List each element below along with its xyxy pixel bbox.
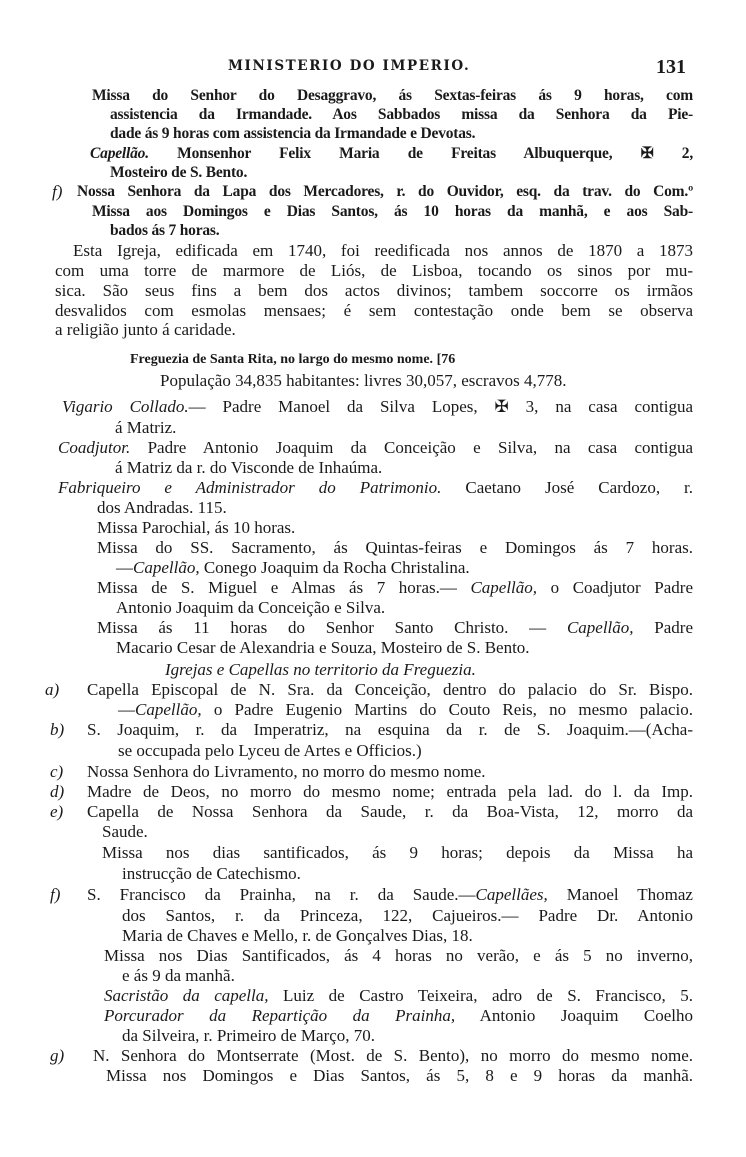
text-segment: Missa nos dias santificados, ás 9 horas; depois da Missa ha <box>102 843 693 862</box>
text-segment: o Coadjutor Padre <box>537 578 693 597</box>
text-line <box>116 598 693 617</box>
text-segment: dos Andradas. 115. <box>97 498 227 517</box>
text-line <box>58 478 693 497</box>
text-line <box>92 202 693 221</box>
text-segment: bados ás 7 horas. <box>110 222 220 239</box>
text-segment: [76 <box>433 352 456 367</box>
text-line <box>110 221 693 240</box>
text-segment: o Padre Eugenio Martins do Couto Reis, no mesmo palacio. <box>201 700 693 719</box>
text-line <box>122 1026 693 1045</box>
text-segment: Missa Parochial, ás 10 horas. <box>97 518 296 537</box>
text-line <box>115 418 693 437</box>
text-segment: com uma torre de marmore de Liós, de Lisboa, tocando os sinos por mu- <box>55 261 693 280</box>
text-segment: População 34,835 habitantes: livres 30,057, escravos 4,778. <box>160 371 567 390</box>
text-segment: á Matriz da r. do Visconde de Inhaúma. <box>115 458 383 477</box>
text-segment: Monsenhor Felix Maria de Freitas Albuquerque, ✠ 2, <box>148 145 693 162</box>
running-header: MINISTERIO DO IMPERIO. <box>228 58 471 74</box>
text-segment: á Matriz. <box>115 418 177 437</box>
text-segment: Missa do Senhor do Desaggravo, ás Sextas-feiras ás 9 horas, com <box>92 87 693 104</box>
text-line <box>97 498 693 517</box>
text-line <box>90 144 693 163</box>
italic-text: Porcurador da Repartição da Prainha, <box>104 1006 456 1025</box>
text-segment: S. Joaquim, r. da Imperatriz, na esquina da r. de S. Joaquim.—(Acha- <box>87 720 693 739</box>
text-segment: Capella de Nossa Senhora da Saude, r. da Boa-Vista, 12, morro da <box>87 802 693 821</box>
text-segment: — <box>118 700 135 719</box>
text-segment: Conego Joaquim da Rocha Christalina. <box>199 558 470 577</box>
text-segment: Nossa Senhora do Livramento, no morro do mesmo nome. <box>87 762 486 781</box>
text-segment: assistencia da Irmandade. Aos Sabbados missa da Senhora da Pie- <box>110 106 693 123</box>
text-line <box>116 638 693 657</box>
text-segment: Saude. <box>102 822 148 841</box>
italic-text: Capellão, <box>566 618 634 637</box>
text-line <box>110 124 693 143</box>
text-segment: sica. São seus fins a bem dos actos divinos; tambem soccorre os irmãos <box>55 281 693 300</box>
text-line <box>104 946 693 965</box>
text-line <box>122 966 693 985</box>
italic-text: Sacristão da capella, <box>104 986 269 1005</box>
text-line <box>110 163 693 182</box>
list-item-label: e) <box>50 802 64 821</box>
list-item <box>77 182 693 201</box>
text-line <box>92 86 693 105</box>
list-item <box>87 762 693 781</box>
text-segment: Missa de S. Miguel e Almas ás 7 horas.— <box>97 578 471 597</box>
text-line <box>97 578 693 597</box>
text-segment: Macario Cesar de Alexandria e Souza, Mosteiro de S. Bento. <box>116 638 530 657</box>
text-segment: Missa do SS. Sacramento, ás Quintas-feiras e Domingos ás 7 horas. <box>97 538 693 557</box>
italic-text: Vigario Collado. <box>62 397 189 416</box>
text-segment: Caetano José Cardozo, r. <box>441 478 693 497</box>
text-segment: Maria de Chaves e Mello, r. de Gonçalves Dias, 18. <box>122 926 473 945</box>
italic-text: Capellão, <box>470 578 538 597</box>
text-segment: da Silveira, r. Primeiro de Março, 70. <box>122 1026 376 1045</box>
text-line <box>118 700 693 719</box>
italic-text: Coadjutor. <box>58 438 131 457</box>
text-line <box>102 822 693 841</box>
italic-text: Capellão. <box>90 145 149 162</box>
list-item-label: c) <box>50 762 64 781</box>
text-line <box>102 843 693 862</box>
text-segment: Padre Antonio Joaquim da Conceição e Silva, na casa contigua <box>130 438 693 457</box>
text-segment: a religião junto á caridade. <box>55 320 236 339</box>
italic-text: Capellão, <box>133 558 200 577</box>
text-line <box>118 741 693 760</box>
text-segment: Mosteiro de S. Bento. <box>110 164 248 181</box>
text-line <box>97 538 693 557</box>
list-item-label: d) <box>50 782 65 801</box>
text-line <box>122 906 693 925</box>
text-line <box>122 926 693 945</box>
text-line <box>62 397 693 416</box>
list-item-label: f) <box>50 885 61 904</box>
page-number: 131 <box>656 56 686 78</box>
text-segment: N. Senhora do Montserrate (Most. de S. Bento), no morro do mesmo nome. <box>93 1046 693 1065</box>
text-line <box>122 864 693 883</box>
list-item <box>87 680 693 699</box>
text-line <box>97 618 693 637</box>
text-line <box>116 558 693 577</box>
text-segment: Missa ás 11 horas do Senhor Santo Christo. — <box>97 618 567 637</box>
list-item <box>87 885 693 904</box>
list-item-label: a) <box>45 680 60 699</box>
list-item <box>87 782 693 801</box>
text-segment: Capella Episcopal de N. Sra. da Conceição, dentro do palacio do Sr. Bispo. <box>87 680 693 699</box>
text-segment: e ás 9 da manhã. <box>122 966 235 985</box>
italic-text: Fabriqueiro e Administrador do Patrimonio. <box>58 478 442 497</box>
list-item <box>87 802 693 821</box>
list-item-label: f) <box>52 182 63 201</box>
list-item <box>87 720 693 739</box>
text-segment: dos Santos, r. da Princeza, 122, Cajueiros.— Padre Dr. Antonio <box>122 906 693 925</box>
text-segment: Missa nos Domingos e Dias Santos, ás 5, 8 e 9 horas da manhã. <box>106 1066 693 1085</box>
text-segment: Antonio Joaquim da Conceição e Silva. <box>116 598 386 617</box>
text-line <box>97 518 693 537</box>
list-item-label: g) <box>50 1046 65 1065</box>
text-line <box>165 660 476 679</box>
text-segment: Nossa Senhora da Lapa dos Mercadores, r. do Ouvidor, esq. da trav. do Com.º <box>77 183 693 200</box>
italic-text: Capellães, <box>475 885 548 904</box>
text-line <box>104 986 693 1005</box>
text-line <box>115 458 693 477</box>
text-line <box>104 1006 693 1025</box>
italic-text: Igrejas e Capellas no territorio da Freguezia. <box>165 660 476 679</box>
text-segment: Padre <box>633 618 693 637</box>
text-line <box>58 438 693 457</box>
text-line <box>130 350 455 369</box>
text-line <box>73 241 693 260</box>
text-segment: Antonio Joaquim Coelho <box>455 1006 694 1025</box>
text-segment: desvalidos com esmolas mensaes; é sem contestação onde bem se observa <box>55 301 693 320</box>
text-line <box>55 301 693 320</box>
text-segment: se occupada pelo Lyceu de Artes e Officios.) <box>118 741 422 760</box>
text-segment: instrucção de Catechismo. <box>122 864 301 883</box>
text-segment: S. Francisco da Prainha, na r. da Saude.— <box>87 885 476 904</box>
text-line <box>110 105 693 124</box>
text-line <box>55 320 693 339</box>
text-segment: Freguezia de Santa Rita, no largo do mesmo nome. <box>130 352 434 367</box>
text-segment: Madre de Deos, no morro do mesmo nome; entrada pela lad. do l. da Imp. <box>87 782 693 801</box>
list-item-label: b) <box>50 720 65 739</box>
text-segment: Manoel Thomaz <box>547 885 693 904</box>
list-item <box>93 1046 693 1065</box>
italic-text: Capellão, <box>135 700 202 719</box>
text-segment: — Padre Manoel da Silva Lopes, ✠ 3, na casa contigua <box>188 397 693 416</box>
text-line <box>55 281 693 300</box>
text-segment: — <box>116 558 133 577</box>
text-segment: Missa aos Domingos e Dias Santos, ás 10 horas da manhã, e aos Sab- <box>92 203 693 220</box>
text-segment: Missa nos Dias Santificados, ás 4 horas no verão, e ás 5 no inverno, <box>104 946 693 965</box>
text-segment: dade ás 9 horas com assistencia da Irmandade e Devotas. <box>110 125 476 142</box>
text-line <box>160 371 567 390</box>
text-line <box>55 261 693 280</box>
text-line <box>106 1066 693 1085</box>
text-segment: Esta Igreja, edificada em 1740, foi reedificada nos annos de 1870 a 1873 <box>73 241 693 260</box>
text-segment: Luiz de Castro Teixeira, adro de S. Francisco, 5. <box>268 986 694 1005</box>
